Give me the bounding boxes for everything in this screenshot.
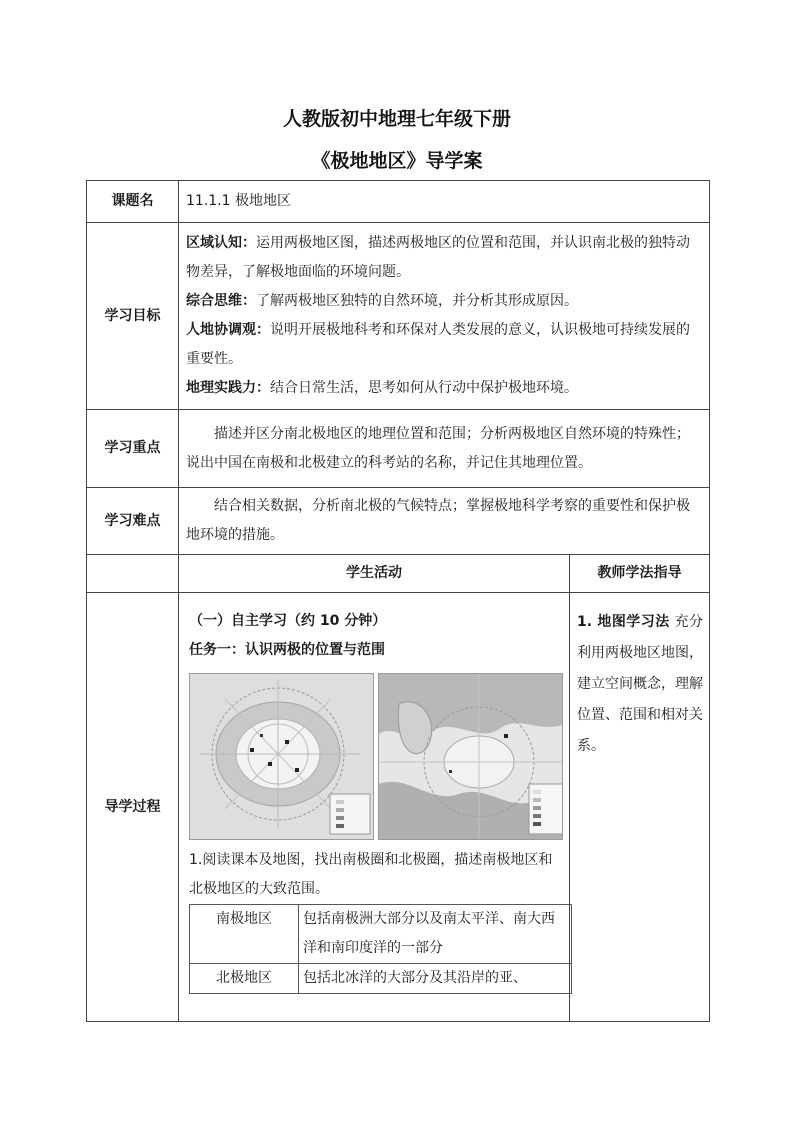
table-row — [190, 964, 572, 994]
difficult-label: 学习难点 — [87, 488, 179, 555]
question-1: 1.阅读课本及地图，找出南极圈和北极圈，描述南极地区和北极地区的大致范围。 — [189, 852, 553, 897]
goal-item: 地理实践力：结合日常生活，思考如何从行动中保护极地环境。 — [186, 380, 578, 396]
key-content: 描述并区分南北极地区的地理位置和范围；分析两极地区自然环境的特殊性；说出中国在南极和北极建立的科考站的名称，并记住其地理位置。 — [179, 410, 710, 488]
difficult-row — [87, 488, 710, 555]
goal-item: 人地协调观：说明开展极地科考和环保对人类发展的意义，认识极地可持续发展的重要性。 — [186, 322, 690, 367]
topic-value: 11.1.1 极地地区 — [179, 181, 710, 223]
key-label: 学习重点 — [87, 410, 179, 488]
doc-subtitle: 《极地地区》导学案 — [311, 150, 483, 172]
teacher-guide-header: 教师学法指导 — [570, 555, 710, 593]
region-desc: 包括南极洲大部分以及南太平洋、南大西洋和南印度洋的一部分 — [299, 905, 572, 964]
goal-item: 综合思维：了解两极地区独特的自然环境，并分析其形成原因。 — [186, 293, 578, 309]
doc-title: 人教版初中地理七年级下册 — [282, 108, 511, 130]
topic-label: 课题名 — [87, 181, 179, 223]
task-title: 任务一：认识两极的位置与范围 — [189, 642, 385, 658]
region-name: 北极地区 — [190, 964, 299, 994]
empty-cell — [87, 555, 179, 593]
region-desc: 包括北冰洋的大部分及其沿岸的亚、 — [299, 964, 572, 994]
arctic-map — [378, 673, 563, 840]
antarctic-map — [189, 673, 374, 840]
polar-maps — [189, 673, 563, 840]
regions-table — [189, 904, 572, 994]
lesson-table — [86, 180, 710, 1022]
student-activity-header: 学生活动 — [179, 555, 570, 593]
difficult-content: 结合相关数据，分析南北极的气候特点；掌握极地科学考察的重要性和保护极地环境的措施。 — [179, 488, 710, 555]
goals-content — [179, 223, 710, 410]
teacher-tip: 1. 地图学习法 充分利用两极地区地图，建立空间概念，理解位置、范围和相对关系。 — [577, 614, 704, 754]
student-activity-cell — [179, 593, 570, 1022]
teacher-guide-cell — [570, 593, 710, 1022]
topic-row — [87, 181, 710, 223]
key-row — [87, 410, 710, 488]
process-label: 导学过程 — [87, 593, 179, 1022]
goal-item: 区域认知：运用两极地区图，描述两极地区的位置和范围，并认识南北极的独特动物差异，了解极地面临的环境问题。 — [186, 235, 690, 280]
table-row — [190, 905, 572, 964]
goals-row — [87, 223, 710, 410]
column-header-row — [87, 555, 710, 593]
section-title: （一）自主学习（约 10 分钟） — [189, 613, 387, 629]
region-name: 南极地区 — [190, 905, 299, 964]
process-row — [87, 593, 710, 1022]
goals-label: 学习目标 — [87, 223, 179, 410]
